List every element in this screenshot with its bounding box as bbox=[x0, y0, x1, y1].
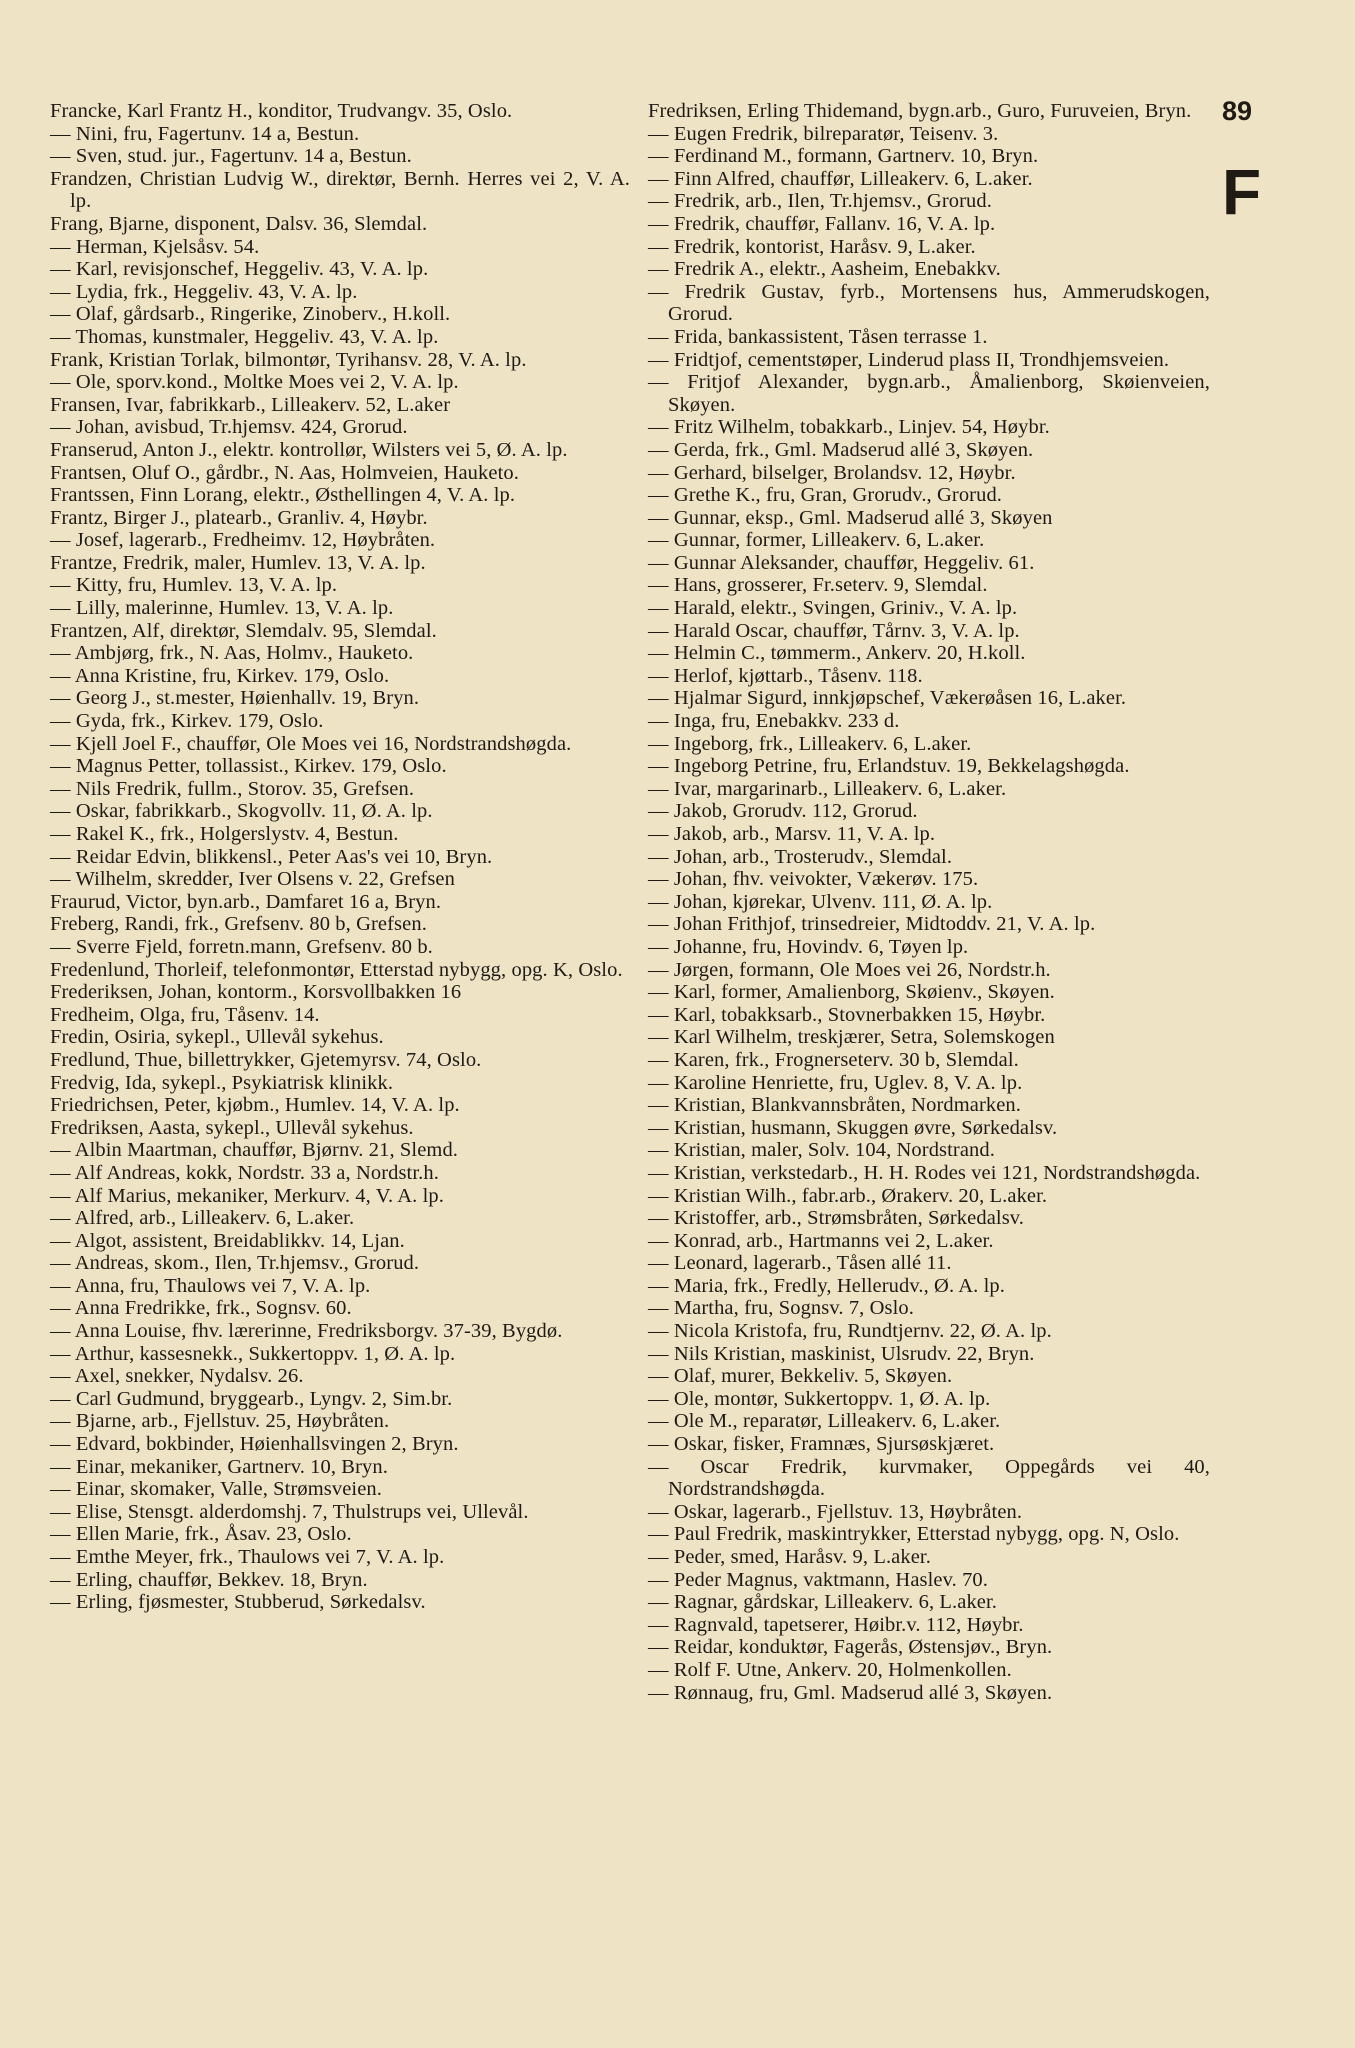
directory-entry: — Oskar, fisker, Framnæs, Sjursøskjæret. bbox=[648, 1433, 995, 1456]
directory-entry: — Oskar, lagerarb., Fjellstuv. 13, Høybråten. bbox=[648, 1500, 1023, 1523]
directory-entry: Frantzen, Alf, direktør, Slemdalv. 95, Slemdal. bbox=[50, 619, 437, 642]
directory-entry: — Lydia, frk., Heggeliv. 43, V. A. lp. bbox=[50, 280, 358, 303]
directory-entry: — Rakel K., frk., Holgerslystv. 4, Bestun. bbox=[50, 823, 399, 845]
directory-entry: Fransen, Ivar, fabrikkarb., Lilleakerv. 52, L.aker bbox=[50, 393, 451, 416]
directory-entry: — Johanne, fru, Hovindv. 6, Tøyen lp. bbox=[648, 935, 969, 958]
directory-entry: — Ambjørg, frk., N. Aas, Holmv., Hauketo. bbox=[50, 642, 414, 665]
directory-entry: — Emthe Meyer, frk., Thaulows vei 7, V. A. lp. bbox=[50, 1546, 445, 1568]
directory-entry: — Kristian, verkstedarb., H. H. Rodes vei 121, Nordstrandshøgda. bbox=[648, 1161, 1201, 1184]
directory-entry: — Elise, Stensgt. alderdomshj. 7, Thulstrups vei, Ullevål. bbox=[50, 1500, 529, 1523]
directory-entry: — Konrad, arb., Hartmanns vei 2, L.aker. bbox=[648, 1229, 994, 1252]
directory-entry: Fredheim, Olga, fru, Tåsenv. 14. bbox=[50, 1003, 320, 1026]
directory-entry: — Ingeborg Petrine, fru, Erlandstuv. 19, Bekkelagshøgda. bbox=[648, 755, 1130, 778]
directory-entry: Frang, Bjarne, disponent, Dalsv. 36, Slemdal. bbox=[50, 212, 428, 235]
directory-entry: — Ole, montør, Sukkertoppv. 1, Ø. A. lp. bbox=[648, 1387, 991, 1410]
directory-entry: — Fritz Wilhelm, tobakkarb., Linjev. 54, Høybr. bbox=[648, 416, 1050, 439]
directory-entry: — Gerhard, bilselger, Brolandsv. 12, Høybr. bbox=[648, 461, 1016, 484]
directory-entry: — Martha, fru, Sognsv. 7, Oslo. bbox=[648, 1297, 914, 1320]
directory-entry: — Thomas, kunstmaler, Heggeliv. 43, V. A. lp. bbox=[50, 325, 439, 348]
directory-entry: — Rønnaug, fru, Gml. Madserud allé 3, Skøyen. bbox=[648, 1681, 1053, 1704]
directory-entry: — Arthur, kassesnekk., Sukkertoppv. 1, Ø. A. lp. bbox=[50, 1342, 456, 1365]
directory-entry: Fredenlund, Thorleif, telefonmontør, Etterstad nybygg, opg. K, Oslo. bbox=[50, 958, 623, 981]
directory-entry: — Helmin C., tømmerm., Ankerv. 20, H.koll. bbox=[648, 642, 1026, 665]
directory-entry: — Alf Andreas, kokk, Nordstr. 33 a, Nordstr.h. bbox=[50, 1161, 439, 1184]
directory-entry: Frederiksen, Johan, kontorm., Korsvollbakken 16 bbox=[50, 981, 462, 1004]
directory-entry: — Georg J., st.mester, Høienhallv. 19, Bryn. bbox=[50, 687, 420, 710]
directory-entry: — Einar, skomaker, Valle, Strømsveien. bbox=[50, 1478, 382, 1501]
directory-entry: — Sverre Fjeld, forretn.mann, Grefsenv. 80 b. bbox=[50, 935, 433, 958]
directory-entry: — Erling, fjøsmester, Stubberud, Sørkedalsv. bbox=[50, 1591, 426, 1614]
directory-entry: — Sven, stud. jur., Fagertunv. 14 a, Bestun. bbox=[50, 145, 412, 168]
directory-entry: — Leonard, lagerarb., Tåsen allé 11. bbox=[648, 1252, 952, 1275]
directory-entry: — Karl, tobakksarb., Stovnerbakken 15, Høybr. bbox=[648, 1003, 1046, 1026]
directory-entry: — Johan, fhv. veivokter, Vækerøv. 175. bbox=[648, 868, 979, 891]
directory-entry: — Ferdinand M., formann, Gartnerv. 10, Bryn. bbox=[648, 145, 1039, 168]
directory-entry: — Eugen Fredrik, bilreparatør, Teisenv. 3. bbox=[648, 122, 999, 145]
directory-entry: — Anna Fredrikke, frk., Sognsv. 60. bbox=[50, 1297, 352, 1320]
directory-entry: — Frida, bankassistent, Tåsen terrasse 1. bbox=[648, 325, 988, 348]
directory-entry: — Johan, avisbud, Tr.hjemsv. 424, Grorud. bbox=[50, 416, 408, 439]
directory-entry: — Algot, assistent, Breidablikkv. 14, Ljan. bbox=[50, 1229, 405, 1252]
directory-entry: — Hjalmar Sigurd, innkjøpschef, Vækerøåsen 16, L.aker. bbox=[648, 687, 1127, 710]
directory-entry: — Lilly, malerinne, Humlev. 13, V. A. lp. bbox=[50, 597, 394, 620]
directory-entry: — Ivar, margarinarb., Lilleakerv. 6, L.aker. bbox=[648, 777, 1007, 800]
directory-entry: — Gunnar, eksp., Gml. Madserud allé 3, Skøyen bbox=[648, 506, 1053, 529]
directory-entry: — Carl Gudmund, bryggearb., Lyngv. 2, Sim.br. bbox=[50, 1387, 453, 1410]
directory-entry: Frank, Kristian Torlak, bilmontør, Tyrihansv. 28, V. A. lp. bbox=[50, 348, 527, 371]
directory-entry: — Oskar, fabrikkarb., Skogvollv. 11, Ø. A. lp. bbox=[50, 800, 433, 823]
directory-entry: — Finn Alfred, chauffør, Lilleakerv. 6, L.aker. bbox=[648, 167, 1033, 190]
directory-entry: — Gunnar Aleksander, chauffør, Heggeliv. 61. bbox=[648, 551, 1035, 574]
directory-entry: — Josef, lagerarb., Fredheimv. 12, Høybråten. bbox=[50, 529, 436, 552]
directory-entry: — Kristian Wilh., fabr.arb., Ørakerv. 20, L.aker. bbox=[648, 1184, 1048, 1207]
directory-entry: Frantz, Birger J., platearb., Granliv. 4, Høybr. bbox=[50, 506, 428, 529]
directory-entry: — Axel, snekker, Nydalsv. 26. bbox=[50, 1365, 304, 1388]
section-letter: F bbox=[1222, 156, 1262, 228]
directory-entry: Frantsen, Oluf O., gårdbr., N. Aas, Holmveien, Hauketo. bbox=[50, 461, 519, 484]
directory-entry: Franserud, Anton J., elektr. kontrollør, Wilsters vei 5, Ø. A. lp. bbox=[50, 438, 568, 461]
directory-entry: — Karl Wilhelm, treskjærer, Setra, Solemskogen bbox=[648, 1026, 1055, 1049]
directory-entry: — Gyda, frk., Kirkev. 179, Oslo. bbox=[50, 710, 324, 733]
directory-entry: Freberg, Randi, frk., Grefsenv. 80 b, Grefsen. bbox=[50, 913, 427, 936]
directory-entry: — Nils Kristian, maskinist, Ulsrudv. 22, Bryn. bbox=[648, 1342, 1035, 1365]
directory-entry: — Herman, Kjelsåsv. 54. bbox=[50, 235, 260, 258]
directory-entry: — Anna Kristine, fru, Kirkev. 179, Oslo. bbox=[50, 664, 390, 687]
directory-entry: — Hans, grosserer, Fr.seterv. 9, Slemdal. bbox=[648, 574, 988, 597]
directory-entry: — Rolf F. Utne, Ankerv. 20, Holmenkollen. bbox=[648, 1658, 1012, 1681]
directory-entry: Fredlund, Thue, billettrykker, Gjetemyrsv. 74, Oslo. bbox=[50, 1048, 482, 1071]
directory-entry: Frantssen, Finn Lorang, elektr., Østhellingen 4, V. A. lp. bbox=[50, 484, 516, 507]
directory-entry: Fredvig, Ida, sykepl., Psykiatrisk klinikk. bbox=[50, 1071, 394, 1094]
directory-entry: — Johan, arb., Trosterudv., Slemdal. bbox=[648, 845, 953, 868]
directory-entry: — Magnus Petter, tollassist., Kirkev. 179, Oslo. bbox=[50, 755, 447, 778]
directory-entry: — Ole M., reparatør, Lilleakerv. 6, L.aker. bbox=[648, 1410, 1001, 1433]
directory-entry: — Fredrik Gustav, fyrb., Mortensens hus, Ammerudskogen, Grorud. bbox=[648, 280, 1210, 326]
directory-entry: — Paul Fredrik, maskintrykker, Etterstad nybygg, opg. N, Oslo. bbox=[648, 1523, 1180, 1546]
left-column bbox=[50, 100, 630, 1614]
directory-entry: — Jakob, arb., Marsv. 11, V. A. lp. bbox=[648, 823, 936, 845]
directory-entry: — Einar, mekaniker, Gartnerv. 10, Bryn. bbox=[50, 1455, 388, 1478]
directory-entry: — Anna Louise, fhv. lærerinne, Fredriksborgv. 37-39, Bygdø. bbox=[50, 1320, 563, 1343]
directory-entry: — Grethe K., fru, Gran, Grorudv., Grorud. bbox=[648, 484, 1003, 507]
directory-entry: — Reidar Edvin, blikkensl., Peter Aas's vei 10, Bryn. bbox=[50, 845, 493, 868]
directory-entry: — Olaf, gårdsarb., Ringerike, Zinoberv., H.koll. bbox=[50, 303, 451, 326]
directory-entry: — Fredrik, kontorist, Haråsv. 9, L.aker. bbox=[648, 235, 976, 258]
right-column bbox=[648, 100, 1210, 1704]
directory-entry: — Erling, chauffør, Bekkev. 18, Bryn. bbox=[50, 1568, 368, 1591]
directory-entry: — Harald Oscar, chauffør, Tårnv. 3, V. A. lp. bbox=[648, 619, 1020, 642]
directory-entry: — Kristoffer, arb., Strømsbråten, Sørkedalsv. bbox=[648, 1207, 1025, 1230]
directory-entry: — Ragnar, gårdskar, Lilleakerv. 6, L.aker. bbox=[648, 1591, 998, 1614]
directory-entry: — Bjarne, arb., Fjellstuv. 25, Høybråten. bbox=[50, 1410, 390, 1433]
directory-entry: — Reidar, konduktør, Fagerås, Østensjøv., Bryn. bbox=[648, 1636, 1053, 1659]
directory-entry: — Fridtjof, cementstøper, Linderud plass II, Trondhjemsveien. bbox=[648, 348, 1170, 371]
directory-entry: — Herlof, kjøttarb., Tåsenv. 118. bbox=[648, 664, 923, 687]
directory-entry: Fredriksen, Erling Thidemand, bygn.arb., Guro, Furuveien, Bryn. bbox=[648, 100, 1192, 122]
directory-entry: Friedrichsen, Peter, kjøbm., Humlev. 14, V. A. lp. bbox=[50, 1094, 460, 1117]
directory-entry: — Johan, kjørekar, Ulvenv. 111, Ø. A. lp. bbox=[648, 890, 993, 913]
directory-entry: — Maria, frk., Fredly, Hellerudv., Ø. A. lp. bbox=[648, 1274, 1006, 1297]
directory-entry: — Oscar Fredrik, kurvmaker, Oppegårds vei 40, Nordstrandshøgda. bbox=[648, 1455, 1210, 1501]
directory-entry: — Albin Maartman, chauffør, Bjørnv. 21, Slemd. bbox=[50, 1139, 459, 1162]
directory-entry: — Karoline Henriette, fru, Uglev. 8, V. A. lp. bbox=[648, 1071, 1023, 1094]
directory-entry: — Gunnar, former, Lilleakerv. 6, L.aker. bbox=[648, 529, 985, 552]
directory-entry: — Andreas, skom., Ilen, Tr.hjemsv., Grorud. bbox=[50, 1252, 420, 1275]
directory-entry: — Jakob, Grorudv. 112, Grorud. bbox=[648, 800, 918, 823]
directory-entry: — Kjell Joel F., chauffør, Ole Moes vei 16, Nordstrandshøgda. bbox=[50, 732, 572, 755]
directory-entry: — Ole, sporv.kond., Moltke Moes vei 2, V. A. lp. bbox=[50, 371, 459, 394]
directory-entry: — Kristian, husmann, Skuggen øvre, Sørkedalsv. bbox=[648, 1116, 1058, 1139]
directory-entry: — Alfred, arb., Lilleakerv. 6, L.aker. bbox=[50, 1207, 355, 1230]
directory-entry: — Peder, smed, Haråsv. 9, L.aker. bbox=[648, 1546, 931, 1568]
directory-entry: — Ragnvald, tapetserer, Høibr.v. 112, Høybr. bbox=[648, 1613, 1024, 1636]
directory-entry: — Karl, former, Amalienborg, Skøienv., Skøyen. bbox=[648, 981, 1055, 1004]
directory-entry: — Karen, frk., Frognerseterv. 30 b, Slemdal. bbox=[648, 1048, 1019, 1071]
directory-entry: Francke, Karl Frantz H., konditor, Trudvangv. 35, Oslo. bbox=[50, 100, 513, 122]
directory-entry: — Ellen Marie, frk., Åsav. 23, Oslo. bbox=[50, 1523, 352, 1546]
directory-entry: Fraurud, Victor, byn.arb., Damfaret 16 a, Bryn. bbox=[50, 890, 442, 913]
directory-entry: Frantze, Fredrik, maler, Humlev. 13, V. A. lp. bbox=[50, 551, 426, 574]
directory-entry: — Kristian, maler, Solv. 104, Nordstrand. bbox=[648, 1139, 995, 1162]
directory-entry: — Fredrik A., elektr., Aasheim, Enebakkv. bbox=[648, 258, 1001, 281]
directory-entry: — Karl, revisjonschef, Heggeliv. 43, V. A. lp. bbox=[50, 258, 429, 281]
directory-entry: — Inga, fru, Enebakkv. 233 d. bbox=[648, 710, 900, 733]
page-number: 89 bbox=[1222, 96, 1253, 126]
directory-entry: — Nini, fru, Fagertunv. 14 a, Bestun. bbox=[50, 122, 360, 145]
directory-entry: — Nicola Kristofa, fru, Rundtjernv. 22, Ø. A. lp. bbox=[648, 1320, 1052, 1343]
directory-entry: — Wilhelm, skredder, Iver Olsens v. 22, Grefsen bbox=[50, 868, 455, 891]
directory-entry: Fredin, Osiria, sykepl., Ullevål sykehus. bbox=[50, 1026, 384, 1049]
directory-entry: Fredriksen, Aasta, sykepl., Ullevål sykehus. bbox=[50, 1116, 414, 1139]
directory-entry: — Alf Marius, mekaniker, Merkurv. 4, V. A. lp. bbox=[50, 1184, 444, 1207]
directory-entry: — Olaf, murer, Bekkeliv. 5, Skøyen. bbox=[648, 1365, 953, 1388]
directory-entry: — Ingeborg, frk., Lilleakerv. 6, L.aker. bbox=[648, 732, 972, 755]
directory-entry: — Gerda, frk., Gml. Madserud allé 3, Skøyen. bbox=[648, 438, 1034, 461]
directory-entry: — Jørgen, formann, Ole Moes vei 26, Nordstr.h. bbox=[648, 958, 1051, 981]
directory-entry: — Nils Fredrik, fullm., Storov. 35, Grefsen. bbox=[50, 777, 415, 800]
directory-entry: — Fredrik, chauffør, Fallanv. 16, V. A. lp. bbox=[648, 212, 996, 235]
directory-entry: — Edvard, bokbinder, Høienhallsvingen 2, Bryn. bbox=[50, 1433, 459, 1456]
directory-entry: — Peder Magnus, vaktmann, Haslev. 70. bbox=[648, 1568, 988, 1591]
directory-entry: Frandzen, Christian Ludvig W., direktør, Bernh. Herres vei 2, V. A. lp. bbox=[50, 167, 630, 213]
directory-entry: — Harald, elektr., Svingen, Griniv., V. A. lp. bbox=[648, 597, 1018, 620]
directory-entry: — Anna, fru, Thaulows vei 7, V. A. lp. bbox=[50, 1274, 371, 1297]
directory-entry: — Kristian, Blankvannsbråten, Nordmarken. bbox=[648, 1094, 1022, 1117]
directory-entry: — Fritjof Alexander, bygn.arb., Åmalienborg, Skøienveien, Skøyen. bbox=[648, 371, 1210, 416]
directory-entry: — Johan Frithjof, trinsedreier, Midtoddv. 21, V. A. lp. bbox=[648, 913, 1096, 936]
directory-entry: — Fredrik, arb., Ilen, Tr.hjemsv., Grorud. bbox=[648, 190, 992, 213]
directory-entry: — Kitty, fru, Humlev. 13, V. A. lp. bbox=[50, 574, 338, 597]
